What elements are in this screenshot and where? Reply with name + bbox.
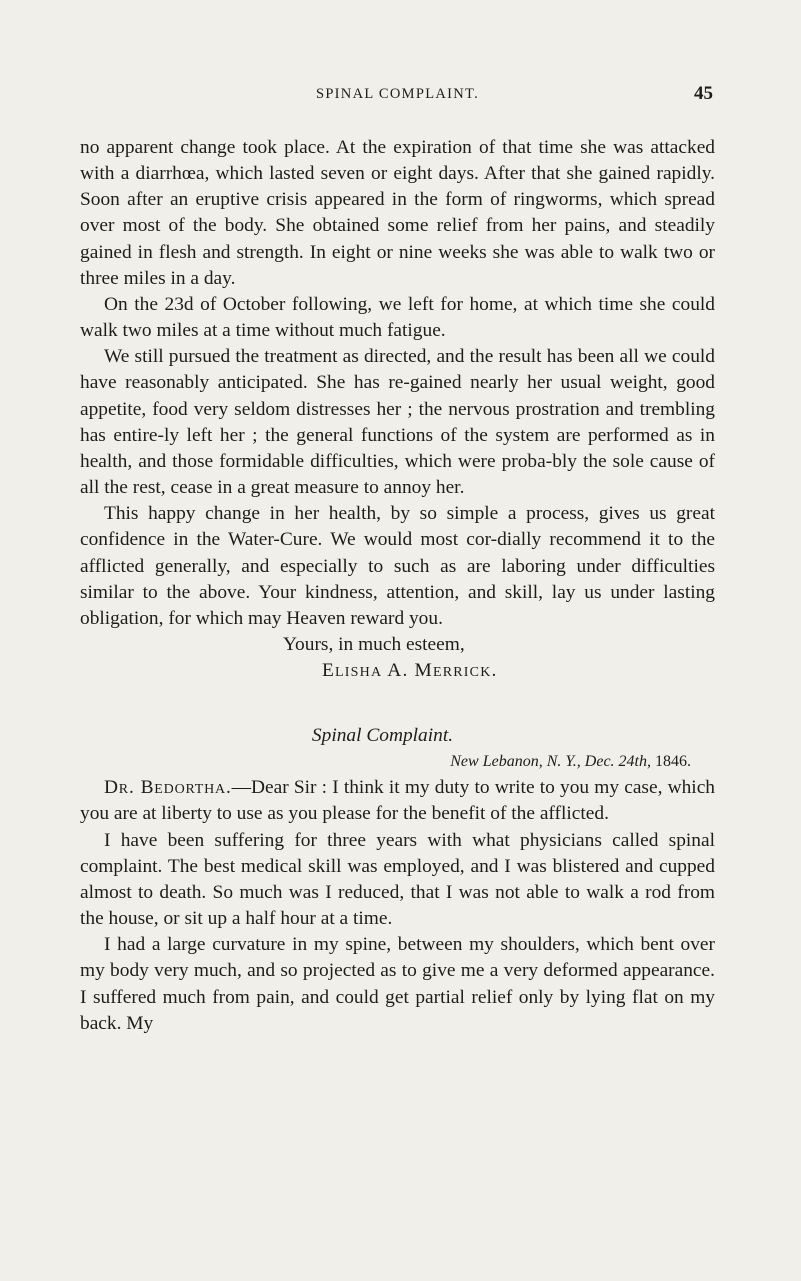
- page-number: 45: [694, 83, 713, 104]
- paragraph-october: On the 23d of October following, we left for home, at which time she could walk two miles at a time without much fatigue.: [80, 293, 715, 342]
- salutation: Dr. Bedortha.: [104, 777, 232, 799]
- letter-signature: Elisha A. Merrick.: [322, 660, 498, 682]
- paragraph-continued: no apparent change took place. At the expiration of that time she was attacked with a diarrhœa, which lasted seven or eight days. After that she gained rapidly. Soon after an eruptive crisis appeared in the form of ringworms, which spread over most of the body. She obtained some relief from her pains, and steadily gained in flesh and strength. In eight or nine weeks she was able to walk two or three miles in a day.: [80, 137, 715, 289]
- running-head-title: SPINAL COMPLAINT.: [315, 86, 480, 102]
- dateline-year: 1846.: [655, 753, 691, 771]
- page-body: [80, 135, 715, 1037]
- book-page: [80, 83, 715, 1037]
- paragraph-salutation: [80, 775, 715, 827]
- paragraph-water-cure: This happy change in her health, by so simple a process, gives us great confidence in the Water-Cure. We would most cor-dially recommend it to the afflicted generally, and especially to such as are laboring under difficulties similar to the above. Your kindness, attention, and skill, lay us under lasting obligation, for which may Heaven reward you.: [80, 503, 715, 629]
- paragraph-treatment-result: We still pursued the treatment as directed, and the result has been all we could have reasonably anticipated. She has re-gained nearly her usual weight, good appetite, food very seldom distresses her ; the nervous prostration and trembling has entire-ly left her ; the general functions of the system are performed as in health, and those formidable difficulties, which were proba-bly the sole cause of all the rest, cease in a great measure to annoy her.: [80, 346, 715, 499]
- salutation-text: —Dear Sir : I think it my duty to write to you my case, which you are at liberty to use as you please for the benefit of the afflicted.: [80, 777, 715, 825]
- dateline: [80, 749, 715, 775]
- section-title: Spinal Complaint.: [311, 725, 454, 747]
- letter-closing: Yours, in much esteem,: [283, 633, 465, 655]
- running-head: [80, 83, 715, 112]
- dateline-place: New Lebanon, N. Y., Dec. 24th,: [450, 753, 651, 771]
- paragraph-suffering: I have been suffering for three years with what physicians called spinal complaint. The best medical skill was employed, and I was blistered and cupped almost to death. So much was I reduced, that I was not able to walk a rod from the house, or sit up a half hour at a time.: [80, 829, 715, 930]
- paragraph-curvature: I had a large curvature in my spine, between my shoulders, which bent over my body very much, and so projected as to give me a very deformed appearance. I suffered much from pain, and could get partial relief only by lying flat on my back. My: [80, 934, 715, 1034]
